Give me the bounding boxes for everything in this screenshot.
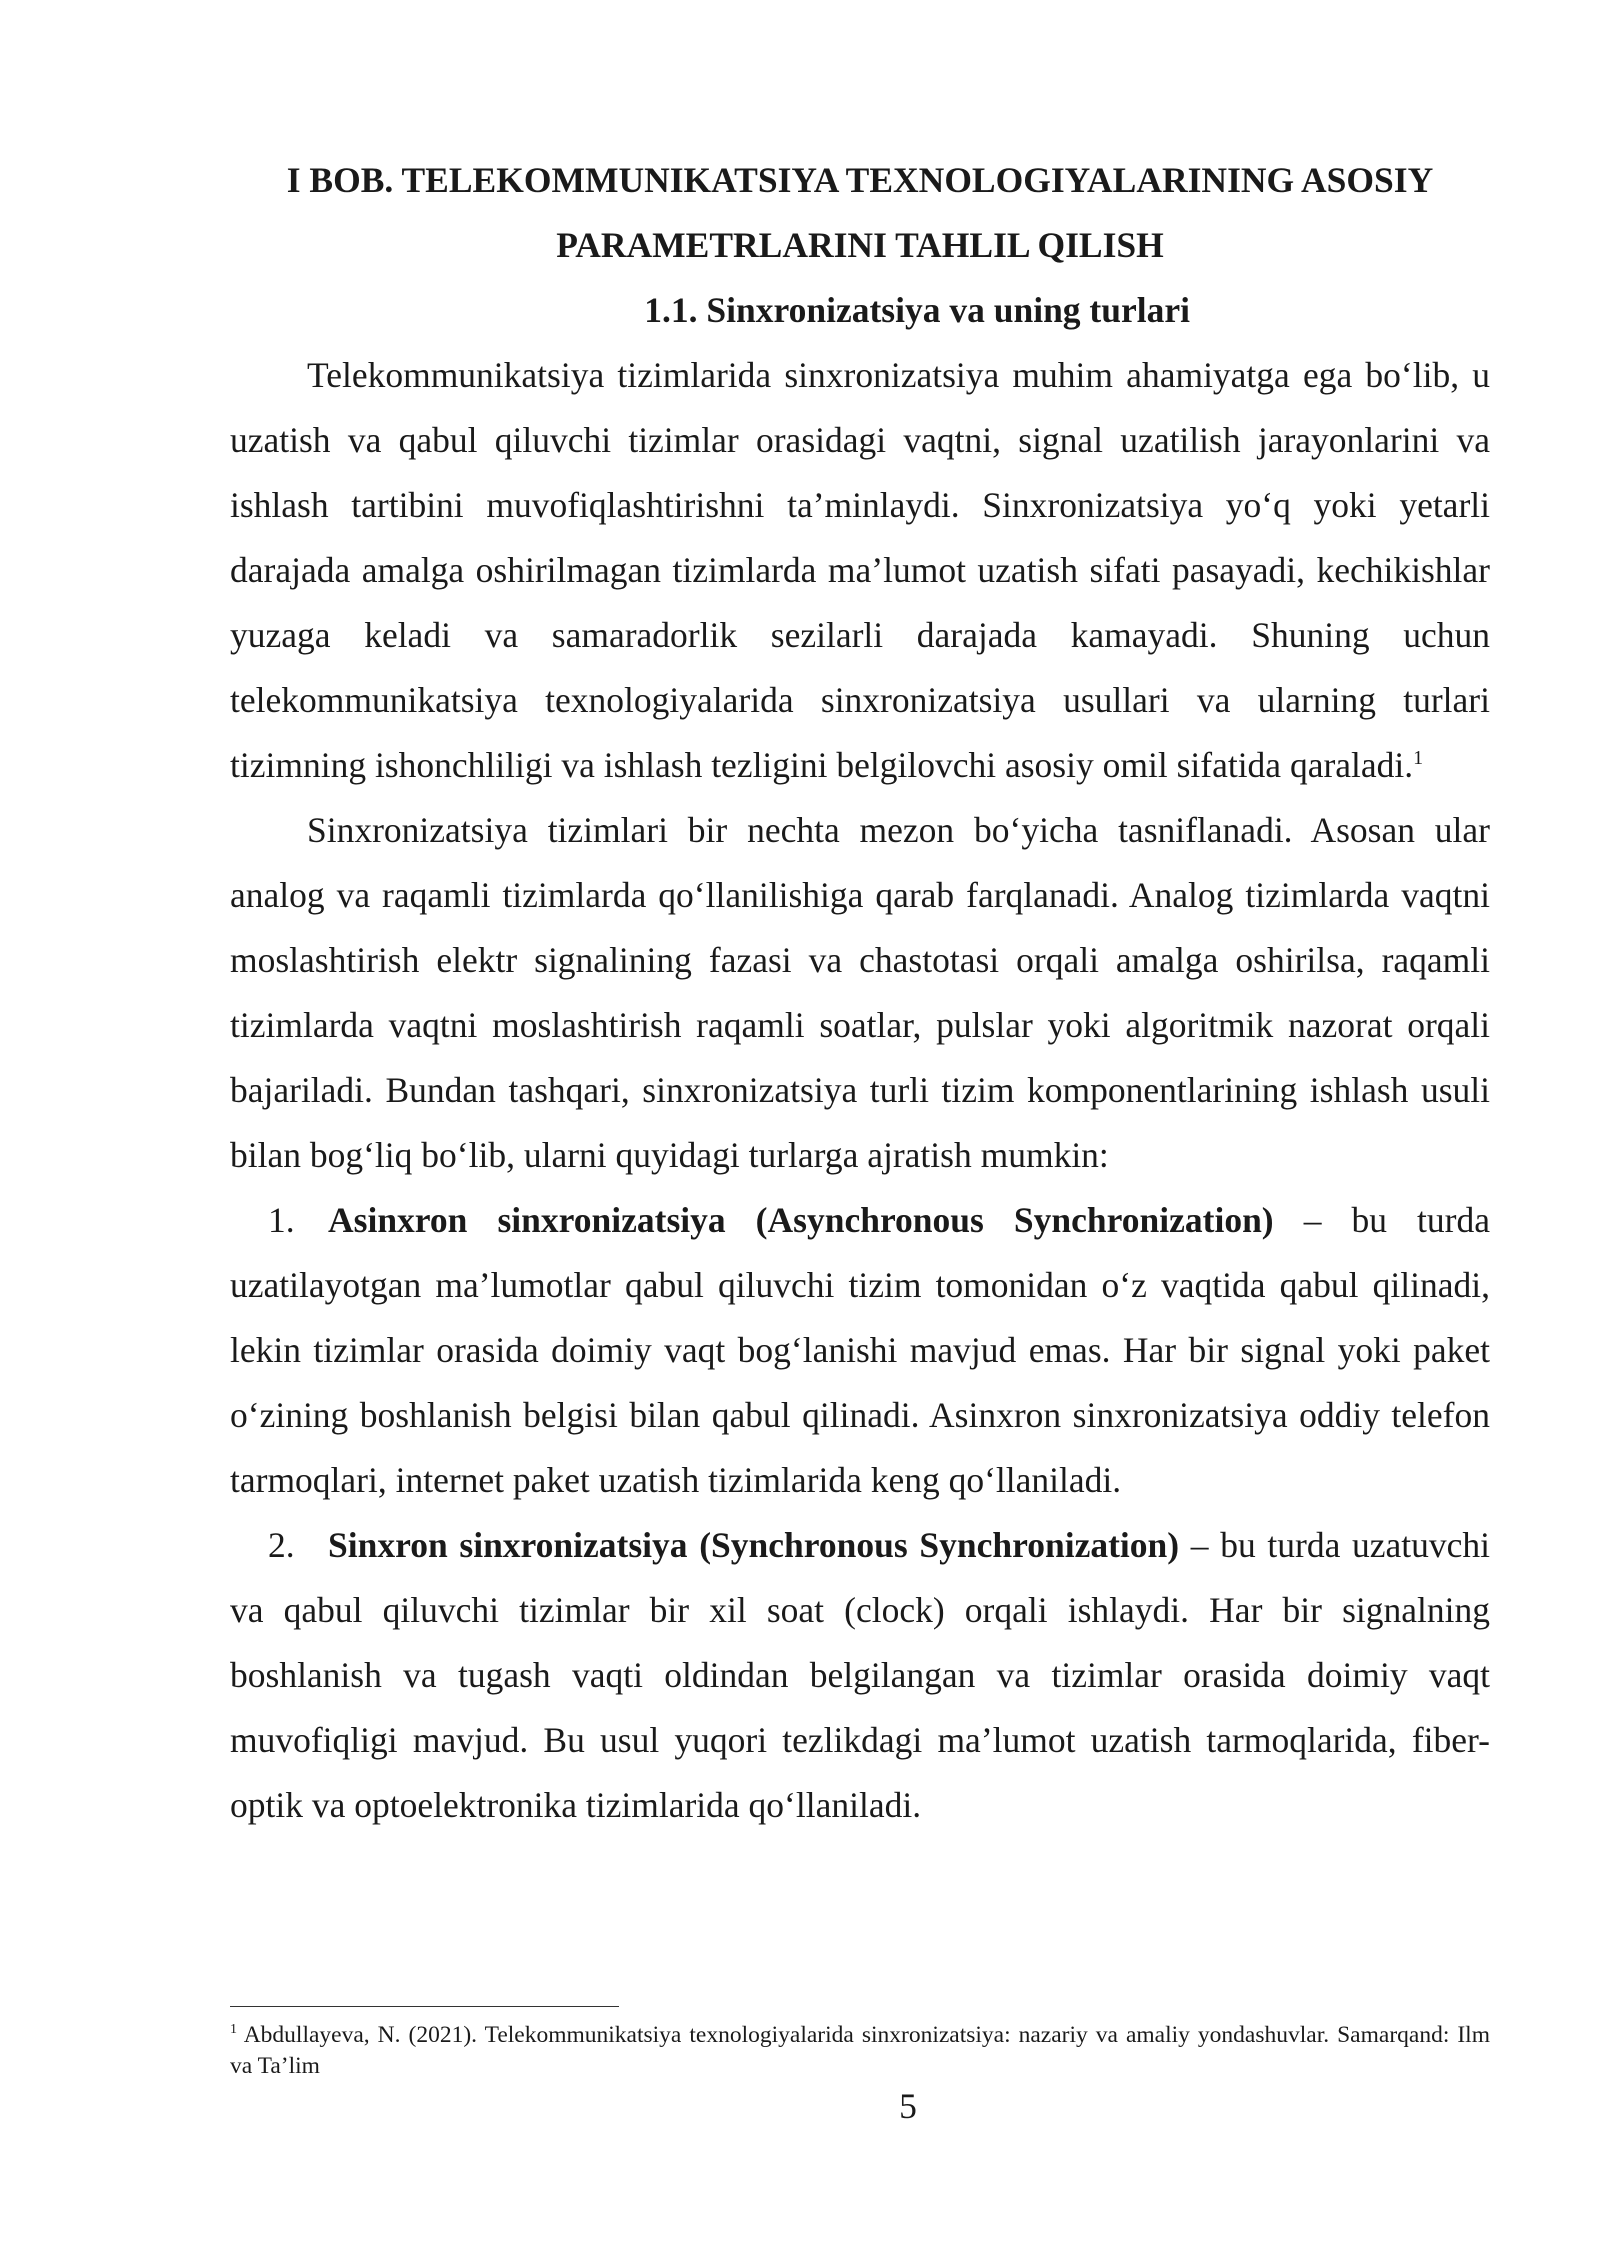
list-item: [230, 1188, 1490, 1513]
footnote: [230, 2020, 1490, 2082]
chapter-title-line-2: PARAMETRLARINI TAHLIL QILISH: [556, 225, 1164, 265]
list-item-text: – bu turda uzatuvchi va qabul qiluvchi tizimlar bir xil soat (clock) orqali ishlaydi. Har bir signalning boshlanish va tugash vaqti oldindan belgilangan va tizimlar orasida doimiy vaqt muvofiqligi mavjud. Bu usul yuqori tezlikdagi ma’lumot uzatish tarmoqlarida, fiber-optik va optoelektronika tizimlarida qo‘llaniladi.: [230, 1525, 1490, 1825]
page-body: [230, 148, 1490, 1838]
list-item-term: Asinxron sinxronizatsiya (Asynchronous Synchronization): [328, 1200, 1274, 1240]
list-item-number: 1.: [268, 1200, 295, 1240]
paragraph-2: Sinxronizatsiya tizimlari bir nechta mezon bo‘yicha tasniflanadi. Asosan ular analog va raqamli tizimlarda qo‘llanilishiga qarab farqlanadi. Analog tizimlarda vaqtni moslashtirish elektr signalining fazasi va chastotasi orqali amalga oshirilsa, raqamli tizimlarda vaqtni moslashtirish raqamli soatlar, pulslar yoki algoritmik nazorat orqali bajariladi. Bundan tashqari, sinxronizatsiya turli tizim komponentlarining ishlash usuli bilan bog‘liq bo‘lib, ularni quyidagi turlarga ajratish mumkin:: [230, 810, 1490, 1175]
list-item: [230, 1513, 1490, 1838]
list-item-number: 2.: [268, 1525, 295, 1565]
list-item-text: – bu turda uzatilayotgan ma’lumotlar qabul qiluvchi tizim tomonidan o‘z vaqtida qabul qilinadi, lekin tizimlar orasida doimiy vaqt bog‘lanishi mavjud emas. Har bir signal yoki paket o‘zining boshlanish belgisi bilan qabul qilinadi. Asinxron sinxronizatsiya oddiy telefon tarmoqlari, internet paket uzatish tizimlarida keng qo‘llaniladi.: [230, 1200, 1490, 1500]
list-item-term: Sinxron sinxronizatsiya (Synchronous Synchronization): [328, 1525, 1180, 1565]
chapter-title-line-1: I BOB. TELEKOMMUNIKATSIYA TEXNOLOGIYALARINING ASOSIY: [286, 160, 1434, 200]
footnote-marker: 1: [230, 2022, 237, 2038]
section-title: 1.1. Sinxronizatsiya va uning turlari: [644, 290, 1190, 330]
chapter-title: [230, 148, 1490, 278]
footnote-text: Abdullayeva, N. (2021). Telekommunikatsiya texnologiyalarida sinxronizatsiya: nazariy va amaliy yondashuvlar. Samarqand: Ilm va Ta’lim: [230, 2022, 1490, 2079]
footnote-reference[interactable]: 1: [1413, 747, 1424, 770]
paragraph-1: [230, 343, 1490, 798]
page-number: 5: [899, 2086, 917, 2126]
paragraph-1-text: Telekommunikatsiya tizimlarida sinxronizatsiya muhim ahamiyatga ega bo‘lib, u uzatish va qabul qiluvchi tizimlar orasidagi vaqtni, signal uzatilish jarayonlarini va ishlash tartibini muvofiqlashtirishni ta’minlaydi. Sinxronizatsiya yo‘q yoki yetarli darajada amalga oshirilmagan tizimlarda ma’lumot uzatish sifati pasayadi, kechikishlar yuzaga keladi va samaradorlik sezilarli darajada kamayadi. Shuning uchun telekommunikatsiya texnologiyalarida sinxronizatsiya usullari va ularning turlari tizimning ishonchliligi va ishlash tezligini belgilovchi asosiy omil sifatida qaraladi.: [230, 355, 1490, 785]
footnote-separator: [230, 2006, 619, 2007]
